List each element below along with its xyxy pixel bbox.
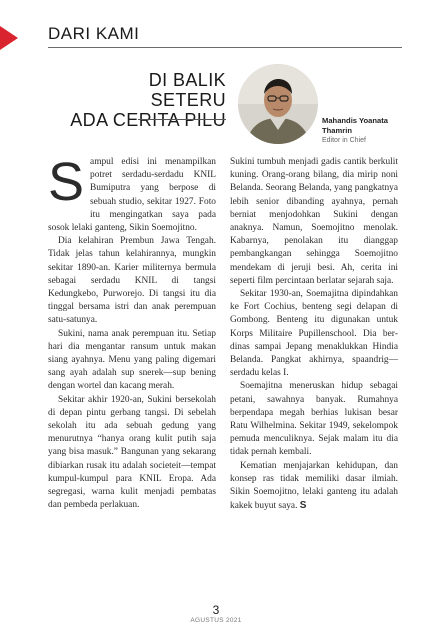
- headline-line-2: ADA CERITA PILU: [70, 110, 226, 130]
- paragraph: Sekitar akhir 1920-an, Sukini bersekolah di depan pintu gerbang tangsi. Di sebelah sekolah itu ada sebuah gedung yang menurutnya “hanya orang kulit putih saja yang bisa masuk.” Bangunan yang sekarang dibiarkan rusak itu adalah societeit—tempat kumpul-kumpul para KNIL Eropa. Ada segregasi, warna kulit menjadi pembatas dan pembeda perlakuan.: [48, 394, 216, 511]
- page-footer: [0, 604, 432, 625]
- section-divider: [48, 47, 402, 48]
- headline-line-1: DI BALIK SETERU: [148, 70, 226, 110]
- editor-portrait-photo: [238, 64, 318, 144]
- paragraph: ampul edisi ini menampilkan potret serdadu-serdadu KNIL Bumiputra yang berpose di sebuah studio, sekitar 1927. Foto itu mengingatkan saya pada sosok lelaki ganteng, Sikin Soemojitno.: [48, 157, 216, 234]
- paragraph: Sukini, nama anak perempuan itu. Setiap hari dia mengantar ransum untuk makan siang ayahnya. Menu yang paling digemari sang ayah adalah sup snerek—sup bening dengan wortel dan kacang merah.: [48, 328, 216, 392]
- article-headline: [70, 70, 226, 130]
- end-mark: S: [299, 500, 307, 512]
- portrait-illustration: [238, 64, 318, 144]
- paragraph: Dia kelahiran Prembun Jawa Tengah. Tidak jelas tahun kelahirannya, mungkin sekitar 1890-an. Karier militernya bermula sebagai serdadu KNIL di tangsi Kedungkebo, Purworejo. Di tangsi itu dia tinggal bersama istri dan anak perempuan satu-satunya.: [48, 236, 216, 326]
- editor-byline: [322, 116, 422, 146]
- drop-cap: S: [48, 152, 85, 212]
- section-marker-red-triangle: [0, 26, 18, 50]
- paragraph: Sekitar 1930-an, Soemajitna dipindahkan ke Fort Cochius, benteng segi delapan di Gombong. Benteng itu digunakan untuk Korps Militaire Pupillenschool. Dia berdinas sampai Jepang menaklukkan Hindia Belanda. Pangkat akhirnya, spaandrig—serdadu kelas I.: [230, 289, 398, 379]
- issue-date: AGUSTUS 2021: [190, 617, 242, 624]
- editor-role: Editor in Chief: [322, 137, 366, 144]
- editor-name-line-1: Mahandis Yoanata: [322, 116, 388, 125]
- article-column-right: [230, 156, 398, 513]
- article-column-left: [48, 152, 216, 512]
- paragraph: Sukini tumbuh menjadi gadis cantik berkulit kuning. Orang-orang bilang, dia mirip noni Belanda. Seorang Belanda, yang pangkatnya lebih senior dibanding ayahnya, pernah berniat menjodohkan Sukini dengan anaknya. Namun, Soemojitno menolak. Kabarnya, penolakan itu dianggap pembangkangan sehingga Soemojitno mendekam di jeruji besi. Ah, cerita ini seperti film percintaan berlatar sejarah saja.: [230, 157, 398, 286]
- editor-name-line-2: Thamrin: [322, 126, 352, 135]
- paragraph: Soemajitna meneruskan hidup sebagai petani, sawahnya banyak. Rumahnya berpendapa megah berhias lukisan besar Ratu Wilhelmina. Sekitar 1949, sekelompok pemuda menculiknya. Sejak malam itu dia tidak pernah kembali.: [230, 381, 398, 458]
- headline-underline: [138, 119, 226, 120]
- section-title: DARI KAMI: [48, 24, 140, 43]
- page-number: 3: [212, 603, 220, 617]
- paragraph-text: Kematian menjajarkan kehidupan, dan konsep ras tidak memiliki dasar ilmiah. Sikin Soemojitno, lelaki ganteng itu adalah kakek buyut saya.: [230, 460, 398, 512]
- paragraph: [230, 460, 398, 514]
